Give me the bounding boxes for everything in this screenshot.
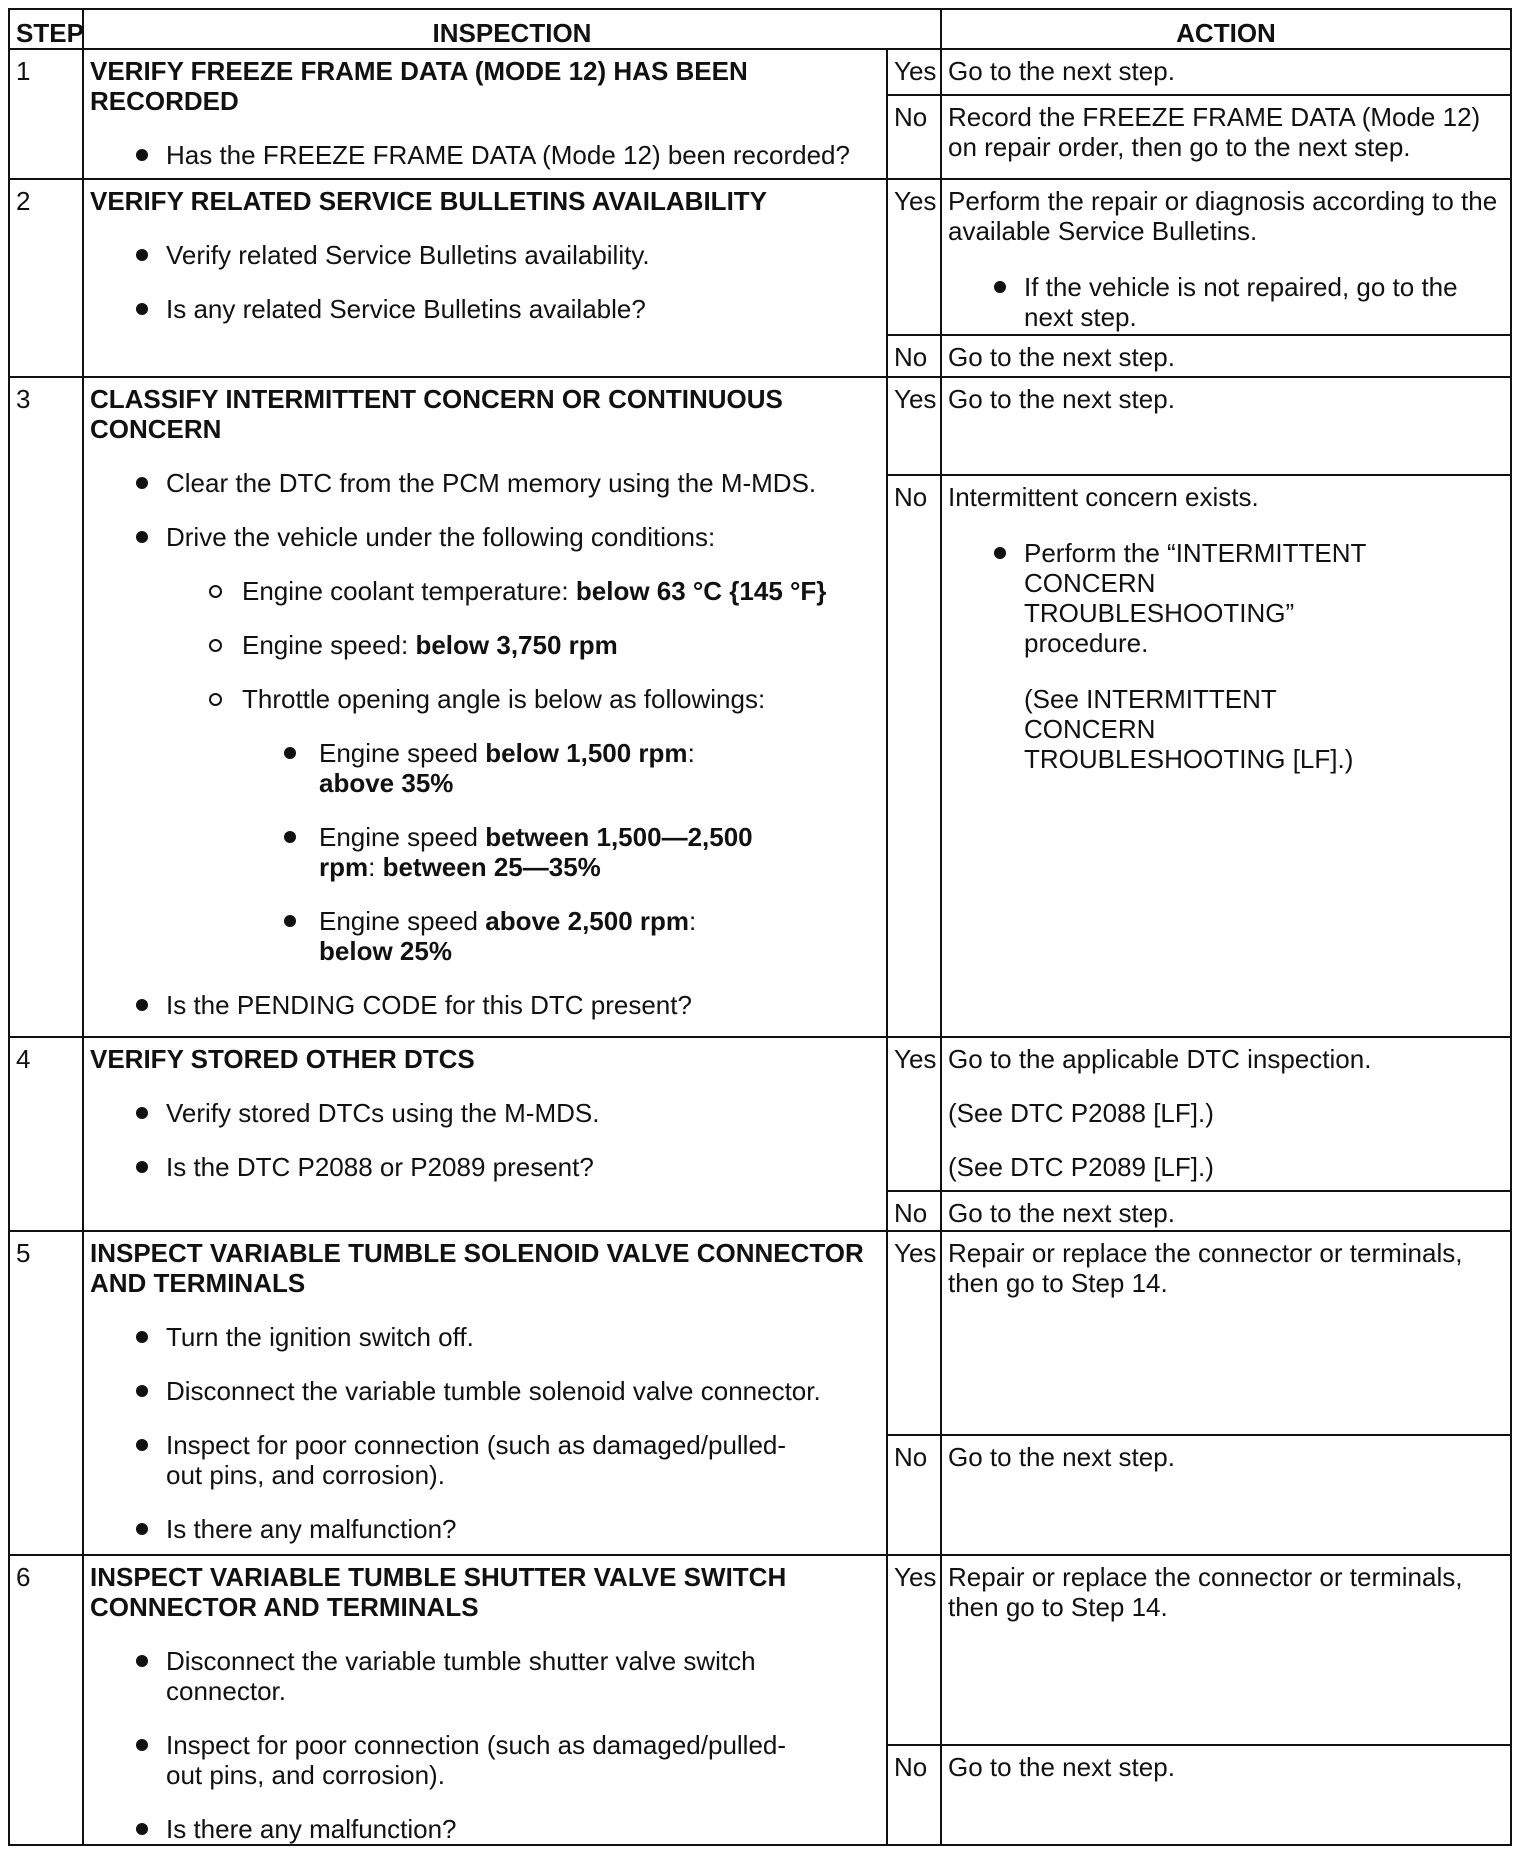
step-3-no-ref: (See INTERMITTENT CONCERN TROUBLESHOOTING [LF].) [1024,684,1354,774]
step-1-yes-label: Yes [886,48,942,96]
step-2-number: 2 [8,178,84,378]
step-6-item-3: Is there any malfunction? [90,1814,880,1844]
step-2-no-label: No [886,334,942,378]
step-4-yes-label: Yes [886,1036,942,1192]
step-4-number: 4 [8,1036,84,1232]
step-3-throttle-3: Engine speed above 2,500 rpm: below 25% [90,906,775,966]
step-3-inspection [82,376,888,1038]
step-6-no-label: No [886,1744,942,1846]
step-3-no-text: Intermittent concern exists. [948,482,1259,512]
step-4-yes-ref-2: (See DTC P2089 [LF].) [948,1152,1214,1182]
step-6-number: 6 [8,1554,84,1846]
step-1-title: VERIFY FREEZE FRAME DATA (MODE 12) HAS BEEN RECORDED [90,56,748,116]
step-1-number: 1 [8,48,84,180]
step-3-condition-1: Engine coolant temperature: below 63 °C {145 °F} [90,576,880,606]
step-6-yes-label: Yes [886,1554,942,1746]
step-5-item-2: Disconnect the variable tumble solenoid valve connector. [90,1376,880,1406]
header-action: ACTION [940,8,1512,50]
step-3-item-3: Is the PENDING CODE for this DTC present? [90,990,880,1020]
step-2-inspection [82,178,888,378]
step-2-yes-label: Yes [886,178,942,336]
header-step: STEP [8,8,84,50]
step-6-no-action: Go to the next step. [940,1744,1512,1846]
step-3-yes-label: Yes [886,376,942,476]
step-6-item-1: Disconnect the variable tumble shutter valve switch connector. [90,1646,806,1706]
step-3-throttle-1: Engine speed below 1,500 rpm: above 35% [90,738,775,798]
step-5-no-action: Go to the next step. [940,1434,1512,1556]
step-4-no-action: Go to the next step. [940,1190,1512,1232]
step-2-item-2: Is any related Service Bulletins available? [90,294,880,324]
step-3-condition-2: Engine speed: below 3,750 rpm [90,630,880,660]
step-2-no-action: Go to the next step. [940,334,1512,378]
step-5-item-3: Inspect for poor connection (such as damaged/pulled-out pins, and corrosion). [90,1430,806,1490]
step-4-yes-text: Go to the applicable DTC inspection. [948,1044,1372,1074]
step-1-no-action: Record the FREEZE FRAME DATA (Mode 12) on repair order, then go to the next step. [940,94,1512,180]
step-3-item-2: Drive the vehicle under the following conditions: [90,522,880,552]
step-5-item-1: Turn the ignition switch off. [90,1322,880,1352]
step-3-title: CLASSIFY INTERMITTENT CONCERN OR CONTINUOUS CONCERN [90,384,783,444]
step-6-title: INSPECT VARIABLE TUMBLE SHUTTER VALVE SWITCH CONNECTOR AND TERMINALS [90,1562,787,1622]
header-inspection: INSPECTION [82,8,942,50]
step-2-item-1: Verify related Service Bulletins availability. [90,240,880,270]
step-3-number: 3 [8,376,84,1038]
step-2-yes-text: Perform the repair or diagnosis according to the available Service Bulletins. [948,186,1498,246]
step-6-inspection [82,1554,888,1846]
step-5-yes-label: Yes [886,1230,942,1436]
step-2-yes-sub: If the vehicle is not repaired, go to the next step. [948,272,1504,332]
step-5-item-4: Is there any malfunction? [90,1514,880,1544]
step-3-item-1: Clear the DTC from the PCM memory using the M-MDS. [90,468,880,498]
step-3-no-label: No [886,474,942,1038]
step-4-item-2: Is the DTC P2088 or P2089 present? [90,1152,880,1182]
step-1-item-1: Has the FREEZE FRAME DATA (Mode 12) been recorded? [90,140,880,170]
step-2-title: VERIFY RELATED SERVICE BULLETINS AVAILABILITY [90,186,768,216]
step-3-no-sub: Perform the “INTERMITTENT CONCERN TROUBLESHOOTING” procedure. [948,538,1384,658]
step-1-no-label: No [886,94,942,180]
step-4-yes-action [940,1036,1512,1192]
step-5-yes-action: Repair or replace the connector or terminals, then go to Step 14. [940,1230,1512,1436]
step-4-inspection [82,1036,888,1232]
step-5-title: INSPECT VARIABLE TUMBLE SOLENOID VALVE CONNECTOR AND TERMINALS [90,1238,864,1298]
step-4-item-1: Verify stored DTCs using the M-MDS. [90,1098,880,1128]
step-3-throttle-2: Engine speed between 1,500—2,500 rpm: between 25—35% [90,822,775,882]
step-6-yes-action: Repair or replace the connector or terminals, then go to Step 14. [940,1554,1512,1746]
step-5-no-label: No [886,1434,942,1556]
step-1-yes-action: Go to the next step. [940,48,1512,96]
step-4-title: VERIFY STORED OTHER DTCS [90,1044,475,1074]
step-1-inspection [82,48,888,180]
step-2-yes-action [940,178,1512,336]
step-5-number: 5 [8,1230,84,1556]
step-3-no-action [940,474,1512,1038]
step-6-item-2: Inspect for poor connection (such as damaged/pulled-out pins, and corrosion). [90,1730,806,1790]
step-4-no-label: No [886,1190,942,1232]
step-4-yes-ref-1: (See DTC P2088 [LF].) [948,1098,1214,1128]
step-3-condition-3: Throttle opening angle is below as followings: [90,684,880,714]
step-3-yes-action: Go to the next step. [940,376,1512,476]
step-5-inspection [82,1230,888,1556]
